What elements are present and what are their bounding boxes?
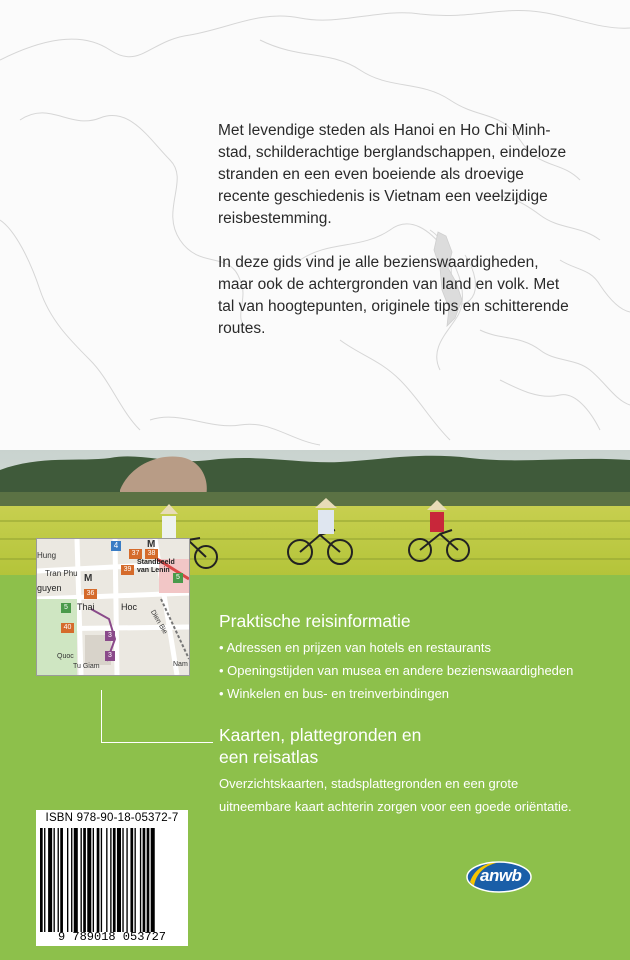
map-label-nguyen: guyen	[37, 583, 62, 593]
map-marker-3a: 3	[105, 631, 115, 641]
map-marker-38: 38	[145, 549, 158, 559]
statue-label-line-2: van Lenin	[137, 567, 170, 574]
maps-description-line-1: Overzichtskaarten, stadsplattegronden en een grote	[219, 776, 519, 791]
barcode-bar	[143, 828, 146, 932]
intro-paragraph-2: In deze gids vind je alle bezienswaardigheden, maar ook de achtergronden van land en volk. Met tal van hoogtepunten, originele tips en schitterende routes.	[218, 254, 569, 337]
maps-title-line-2: een reisatlas	[219, 747, 319, 767]
barcode-bar	[54, 828, 55, 932]
barcode-bar	[83, 828, 86, 932]
barcode-bar	[147, 828, 150, 932]
barcode-bar	[106, 828, 107, 932]
map-marker-36: 36	[84, 589, 97, 599]
connector-line	[101, 742, 213, 743]
map-marker-3b: 3	[105, 651, 115, 661]
barcode-bar	[44, 828, 45, 932]
map-marker-39: 39	[121, 565, 134, 575]
map-marker-5b: 5	[61, 603, 71, 613]
list-item: • Openingstijden van musea en andere bezienswaardigheden	[219, 661, 619, 684]
map-label-tu-giam: Tu Giam	[73, 663, 100, 670]
barcode-bar	[140, 828, 141, 932]
statue-label-line-1: Standbeeld	[137, 559, 175, 566]
barcode-bar	[48, 828, 52, 932]
barcode-bar	[113, 828, 116, 932]
barcode-bar	[97, 828, 100, 932]
barcode-bar	[81, 828, 82, 932]
anwb-logo	[466, 860, 532, 894]
barcode-bar	[135, 828, 136, 932]
maps-description	[219, 772, 614, 818]
practical-info-list	[219, 638, 619, 707]
section-title-maps	[219, 724, 421, 768]
map-marker-40: 40	[61, 623, 74, 633]
metro-icon-1: M	[147, 539, 156, 550]
section-title-practical: Praktische reisinformatie	[219, 611, 411, 631]
barcode-bar	[110, 828, 111, 932]
map-marker-4: 4	[111, 541, 121, 551]
list-item: • Winkelen en bus- en treinverbindingen	[219, 684, 619, 707]
barcode	[36, 810, 188, 946]
barcode-bar	[151, 828, 155, 932]
intro-text	[218, 120, 578, 362]
barcode-bar	[101, 828, 102, 932]
barcode-bar	[71, 828, 72, 932]
barcode-bar	[87, 828, 91, 932]
connector-line	[101, 690, 102, 742]
barcode-bar	[126, 828, 127, 932]
maps-title-line-1: Kaarten, plattegronden en	[219, 725, 422, 745]
barcode-number: 9 789018 053727	[57, 930, 167, 944]
barcode-bars	[40, 828, 184, 932]
barcode-bar	[122, 828, 123, 932]
map-label-hoc: Hoc	[121, 602, 138, 612]
map-marker-37: 37	[129, 549, 142, 559]
map-label-hung: Hung	[37, 551, 57, 560]
city-map-inset	[36, 538, 190, 676]
barcode-bar	[74, 828, 78, 932]
anwb-logo-text: anwb	[480, 866, 522, 885]
map-marker-5: 5	[173, 573, 183, 583]
intro-paragraph-1: Met levendige steden als Hanoi en Ho Chi Minh-stad, schilderachtige berglandschappen, eindeloze stranden en een even boeiende als droevige recente geschiedenis is Vietnam een veelzijdige reisbestemming.	[218, 122, 567, 227]
barcode-bar	[67, 828, 68, 932]
list-item: • Adressen en prijzen van hotels en restaurants	[219, 638, 619, 661]
barcode-bar	[93, 828, 94, 932]
barcode-bar	[130, 828, 133, 932]
barcode-bar	[60, 828, 63, 932]
map-label-statue	[137, 559, 175, 575]
map-label-nam: Nam	[173, 661, 188, 668]
map-label-dien-bien: Dien Bie	[148, 609, 169, 636]
barcode-bar	[40, 828, 43, 932]
map-label-thai: Thai	[77, 602, 95, 612]
metro-icon-2: M	[84, 573, 93, 584]
top-section	[0, 0, 630, 450]
barcode-bar	[58, 828, 59, 932]
isbn-text: ISBN 978-90-18-05372-7	[45, 812, 179, 824]
barcode-bar	[117, 828, 121, 932]
maps-description-line-2: uitneembare kaart achterin zorgen voor een goede oriëntatie.	[219, 799, 572, 814]
map-label-quoc: Quoc	[57, 653, 74, 660]
map-label-tran-phu: Tran Phu	[45, 569, 78, 578]
